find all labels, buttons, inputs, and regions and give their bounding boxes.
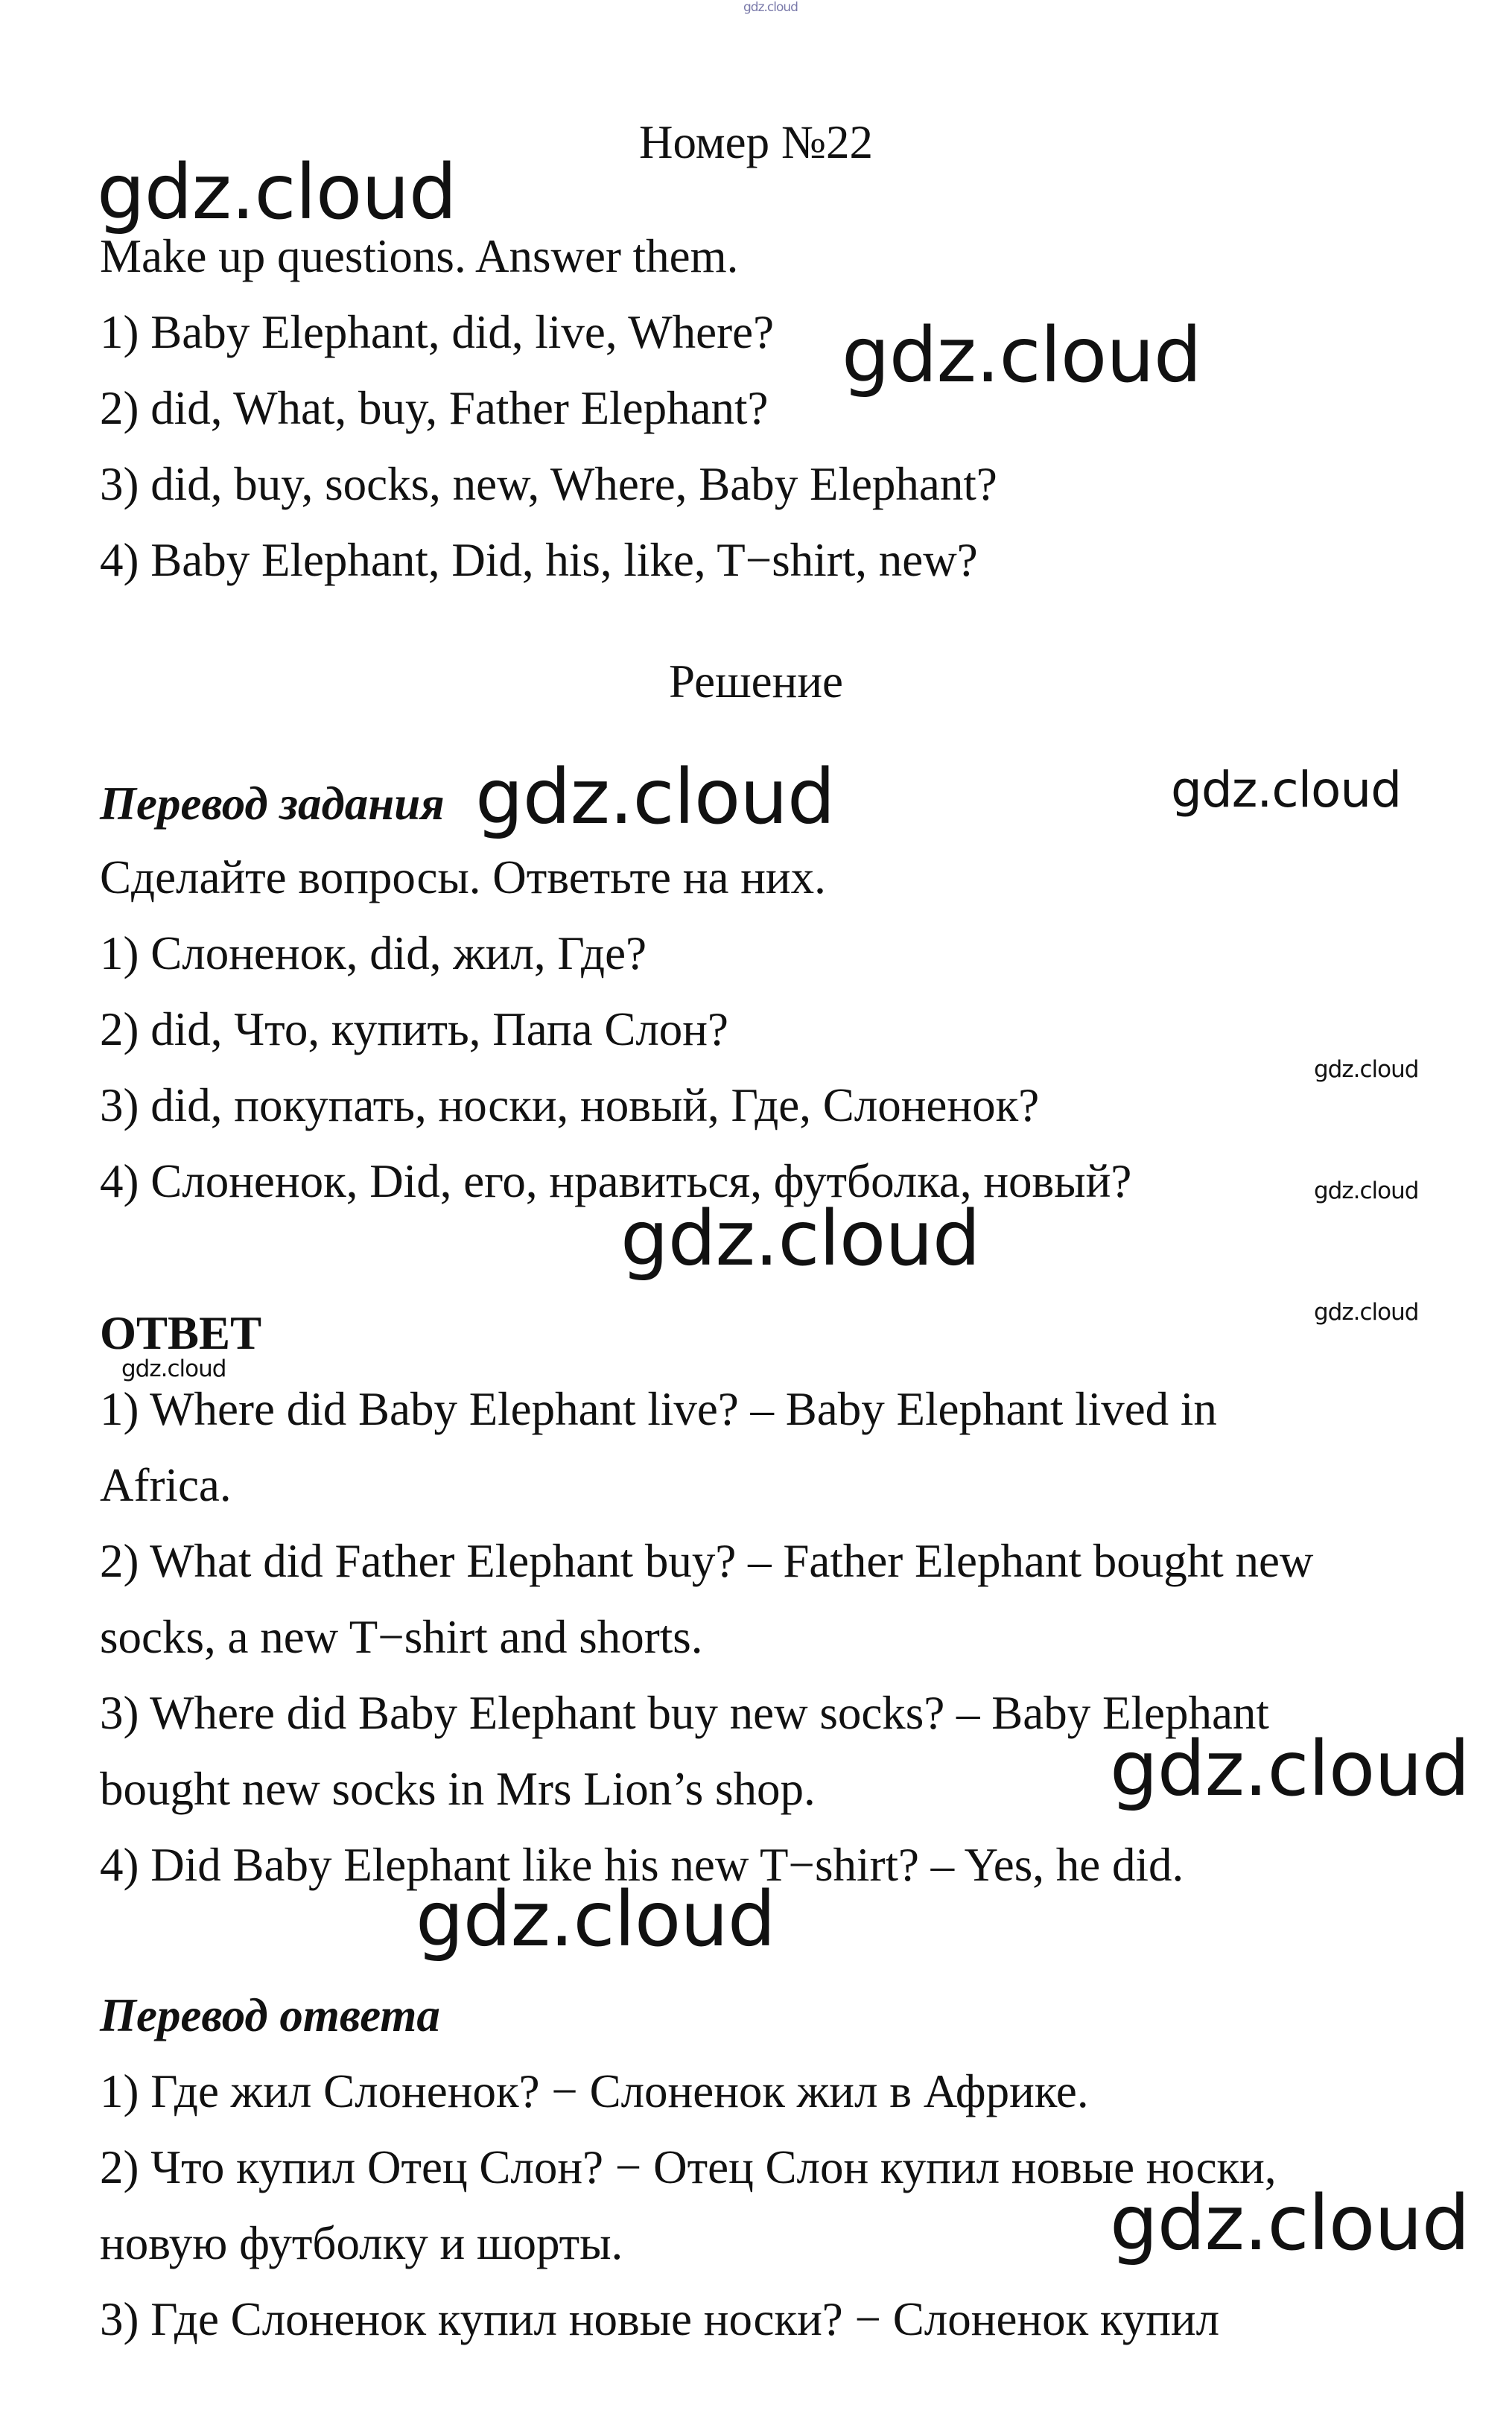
answer-translation-line: 2) Что купил Отец Слон? − Отец Слон купил новые носки, [100, 2141, 1277, 2193]
watermark: gdz.cloud [1314, 1177, 1419, 1204]
solution-heading: Решение [668, 655, 844, 708]
answer-line: 1) Where did Baby Elephant live? – Baby Elephant lived in [100, 1383, 1217, 1435]
watermark: gdz.cloud [475, 753, 835, 842]
answer-line: 2) What did Father Elephant buy? – Father Elephant bought new [100, 1535, 1314, 1587]
answer-line: Africa. [100, 1459, 232, 1511]
watermark: gdz.cloud [1110, 2179, 1470, 2268]
answer-line: 4) Did Baby Elephant like his new T−shirt? – Yes, he did. [100, 1839, 1184, 1891]
answer-line: socks, a new T−shirt and shorts. [100, 1611, 703, 1663]
task-item: 1) Baby Elephant, did, live, Where? [100, 306, 775, 358]
translation-item: 3) did, покупать, носки, новый, Где, Слоненок? [100, 1079, 1040, 1131]
watermark: gdz.cloud [121, 1355, 226, 1382]
answer-translation-line: 3) Где Слоненок купил новые носки? − Слоненок купил [100, 2293, 1220, 2345]
translation-heading: Перевод задания [100, 778, 445, 830]
watermark: gdz.cloud [1171, 761, 1402, 819]
answer-translation-line: 1) Где жил Слоненок? − Слоненок жил в Африке. [100, 2065, 1089, 2117]
watermark: gdz.cloud [97, 148, 457, 237]
watermark-tiny-top: gdz.cloud [743, 0, 798, 15]
watermark: gdz.cloud [416, 1875, 775, 1964]
translation-item: 1) Слоненок, did, жил, Где? [100, 927, 647, 979]
watermark: gdz.cloud [1314, 1299, 1419, 1326]
task-item: 2) did, What, buy, Father Elephant? [100, 382, 769, 434]
task-item: 3) did, buy, socks, new, Where, Baby Elephant? [100, 458, 997, 510]
answer-line: 3) Where did Baby Elephant buy new socks? – Baby Elephant [100, 1687, 1269, 1739]
translation-item: 4) Слоненок, Did, его, нравиться, футболка, новый? [100, 1155, 1132, 1207]
answer-line: bought new socks in Mrs Lion’s shop. [100, 1763, 816, 1815]
task-instruction: Make up questions. Answer them. [100, 230, 739, 282]
answer-heading: ОТВЕТ [100, 1307, 262, 1359]
answer-translation-heading: Перевод ответа [100, 1989, 440, 2041]
watermark: gdz.cloud [620, 1195, 980, 1283]
watermark: gdz.cloud [1110, 1725, 1470, 1814]
watermark: gdz.cloud [1314, 1056, 1419, 1083]
translation-item: 2) did, Что, купить, Папа Слон? [100, 1003, 728, 1055]
translation-instruction: Сделайте вопросы. Ответьте на них. [100, 851, 826, 903]
page-title: Номер №22 [639, 116, 873, 168]
watermark: gdz.cloud [842, 311, 1201, 400]
task-item: 4) Baby Elephant, Did, his, like, T−shirt, new? [100, 534, 978, 586]
answer-translation-line: новую футболку и шорты. [100, 2217, 623, 2269]
